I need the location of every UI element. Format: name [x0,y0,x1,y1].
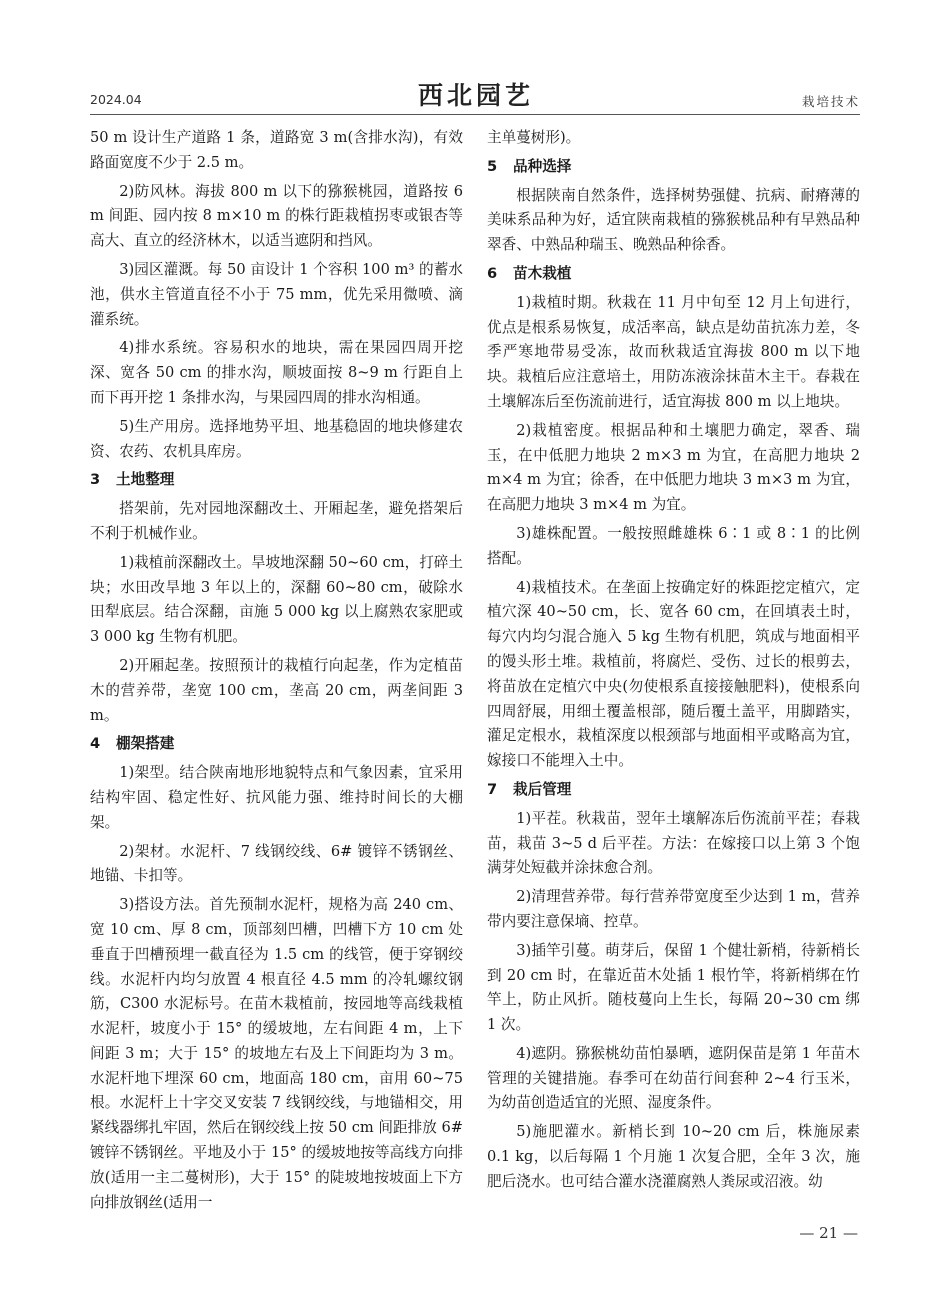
section-heading [487,778,860,803]
paragraph: 50 m 设计生产道路 1 条，道路宽 3 m(含排水沟)，有效路面宽度不少于 2.5 m。 [90,129,463,171]
page-number: — 21 — [799,1224,858,1242]
section-label: 栽培技术 [801,94,860,109]
section-title: 品种选择 [513,157,572,175]
section-title: 棚架搭建 [116,735,175,753]
section-number: 5 [487,157,498,175]
paragraph: 3)园区灌溉。每 50 亩设计 1 个容积 100 m³ 的蓄水池，供水主管道直径不小于 75 mm，优先采用微喷、滴灌系统。 [90,260,463,328]
issue-date: 2024.04 [90,92,142,107]
paragraph: 3)插竿引蔓。萌芽后，保留 1 个健壮新梢，待新梢长到 20 cm 时，在靠近苗木处插 1 根竹竿，将新梢绑在竹竿上，防止风折。随枝蔓向上生长，每隔 20~30 cm 绑 1 次。 [487,941,860,1034]
section-heading [487,262,860,287]
paragraph: 1)栽植时期。秋栽在 11 月中旬至 12 月上旬进行，优点是根系易恢复，成活率高，缺点是幼苗抗冻力差，冬季严寒地带易受冻，故而秋栽适宜海拔 800 m 以下地块。栽植后应注意培土，用防冻液涂抹苗木主干。春栽在土壤解冻后至伤流前进行，适宜海拔 800 m 以上地块。 [487,293,860,410]
paragraph: 5)施肥灌水。新梢长到 10~20 cm 后，株施尿素 0.1 kg，以后每隔 1 个月施 1 次复合肥，全年 3 次，施肥后浇水。也可结合灌水浇灌腐熟人粪尿或沼液。幼 [487,1123,860,1190]
paragraph: 根据陕南自然条件，选择树势强健、抗病、耐瘠薄的美味系品种为好，适宜陕南栽植的猕猴桃品种有早熟品种翠香、中熟品种瑞玉、晚熟品种徐香。 [487,186,860,254]
journal-logo: 西北园艺 [418,81,535,110]
paragraph: 2)清理营养带。每行营养带宽度至少达到 1 m，营养带内要注意保墒、控草。 [487,888,860,930]
section-number: 6 [487,264,498,282]
paragraph: 2)开厢起垄。按照预计的栽植行向起垄，作为定植苗木的营养带，垄宽 100 cm，垄高 20 cm，两垄间距 3 m。 [90,656,463,724]
paragraph: 搭架前，先对园地深翻改土、开厢起垄，避免搭架后不利于机械作业。 [90,500,463,542]
section-heading [90,468,463,493]
section-number: 3 [90,471,101,489]
section-heading [487,155,860,180]
paragraph: 3)搭设方法。首先预制水泥杆，规格为高 240 cm、宽 10 cm、厚 8 cm，顶部刻凹槽，凹槽下方 10 cm 处垂直于凹槽预埋一截直径为 1.5 cm 的线管，便于穿钢绞线。水泥杆内均匀放置 4 根直径 4.5 mm 的冷轧螺纹钢筋，C300 水泥标号。在苗木栽植前，按园地等高线栽植水泥杆，坡度小于 15° 的缓坡地，左右间距 4 m，上下间距 3 m；大于 15° 的坡地左右及上下间距均为 3 m。水泥杆地下埋深 60 cm，地面高 180 cm，亩用 60~75 根。水泥杆上十字交叉安装 7 线钢绞线，与地锚相交，用紧线器绑扎牢固，然后在钢绞线上按 50 cm 间距排放 6# 镀锌不锈钢丝。平地及小于 15° 的缓坡地按等高线方向排放(适用一主二蔓树形)，大于 15° 的陡坡地按坡面上下方向排放钢丝(适用一 [90,896,463,1211]
paragraph: 1)平茬。秋栽苗，翌年土壤解冻后伤流前平茬；春栽苗，栽苗 3~5 d 后平茬。方法：在嫁接口以上第 3 个饱满芽处短截并涂抹愈合剂。 [487,809,860,877]
paragraph: 5)生产用房。选择地势平坦、地基稳固的地块修建农资、农药、农机具库房。 [90,417,463,460]
paragraph: 2)架材。水泥杆、7 线钢绞线、6# 镀锌不锈钢丝、地锚、卡扣等。 [90,842,463,885]
section-title: 苗木栽植 [513,264,572,282]
section-number: 7 [487,780,498,798]
section-title: 栽后管理 [513,780,572,798]
paragraph: 2)栽植密度。根据品种和土壤肥力确定，翠香、瑞玉，在中低肥力地块 2 m×3 m 为宜，在高肥力地块 2 m×4 m 为宜；徐香，在中低肥力地块 3 m×3 m 为宜，在高肥力地块 3 m×4 m 为宜。 [487,421,860,514]
right-column [487,126,860,1199]
page-header [90,72,860,112]
paragraph: 4)遮阴。猕猴桃幼苗怕暴晒，遮阴保苗是第 1 年苗木管理的关键措施。春季可在幼苗行间套种 2~4 行玉米，为幼苗创造适宜的光照、湿度条件。 [487,1044,860,1112]
section-number: 4 [90,735,101,753]
paragraph: 3)雄株配置。一般按照雌雄株 6∶1 或 8∶1 的比例搭配。 [487,524,860,567]
header-divider [90,114,860,115]
paragraph: 主单蔓树形)。 [487,129,581,146]
paragraph: 1)架型。结合陕南地形地貌特点和气象因素，宜采用结构牢固、稳定性好、抗风能力强、维持时间长的大棚架。 [90,764,463,831]
section-title: 土地整理 [116,471,175,489]
section-heading [90,732,463,757]
left-column [90,126,463,1219]
paragraph: 4)排水系统。容易积水的地块，需在果园四周开挖深、宽各 50 cm 的排水沟，顺坡面按 8~9 m 行距自上而下再开挖 1 条排水沟，与果园四周的排水沟相通。 [90,339,463,406]
paragraph: 1)栽植前深翻改土。旱坡地深翻 50~60 cm，打碎土块；水田改旱地 3 年以上的，深翻 60~80 cm，破除水田犁底层。结合深翻，亩施 5 000 kg 以上腐熟农家肥或 3 000 kg 生物有机肥。 [90,553,463,646]
paragraph: 2)防风林。海拔 800 m 以下的猕猴桃园，道路按 6 m 间距、园内按 8 m×10 m 的株行距栽植拐枣或银杏等高大、直立的经济林木，以适当遮阴和挡风。 [90,182,463,250]
paragraph: 4)栽植技术。在垄面上按确定好的株距挖定植穴，定植穴深 40~50 cm，长、宽各 60 cm，在回填表土时，每穴内均匀混合施入 5 kg 生物有机肥，筑成与地面相平的馒头形土堆。栽植前，将腐烂、受伤、过长的根剪去，将苗放在定植穴中央(勿使根系直接接触肥料)，使根系向四周舒展，用细土覆盖根部，随后覆土盖平，用脚踏实，灌足定根水，栽植深度以根颈部与地面相平或略高为宜，嫁接口不能埋入土中。 [487,578,860,770]
